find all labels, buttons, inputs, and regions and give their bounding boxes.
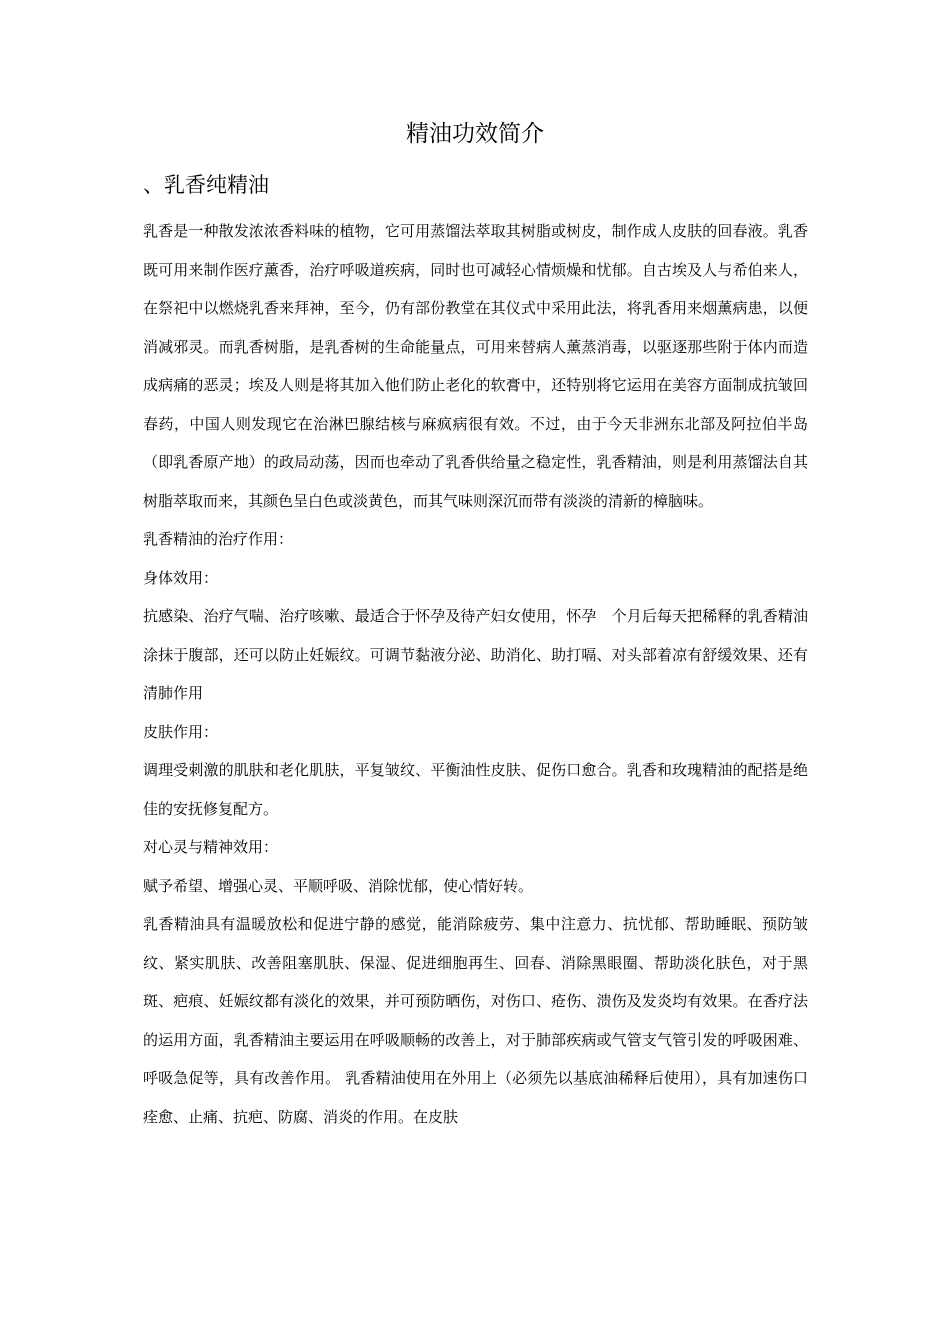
document-body <box>143 212 808 1136</box>
mind-effects-paragraph: 赋予希望、增强心灵、平顺呼吸、消除忧郁，使心情好转。 <box>143 876 534 895</box>
mind-effects-label: 对心灵与精神效用： <box>143 838 279 856</box>
body-effects-paragraph: 抗感染、治疗气喘、治疗咳嗽、最适合于怀孕及待产妇女使用，怀孕 个月后每天把稀释的乳香精油涂抹于腹部，还可以防止妊娠纹。可调节黏液分泌、助消化、助打嗝、对头部着凉有舒缓效果、还有清肺作用 <box>143 607 808 702</box>
skin-effects-paragraph: 调理受刺激的肌肤和老化肌肤，平复皱纹、平衡油性皮肤、促伤口愈合。乳香和玫瑰精油的配搭是绝佳的安抚修复配方。 <box>143 761 808 818</box>
page-title: 精油功效简介 <box>406 121 544 147</box>
body-effects-label: 身体效用： <box>143 568 219 587</box>
section-heading: 、乳香纯精油 <box>143 173 269 197</box>
intro-paragraph: 乳香是一种散发浓浓香料味的植物，它可用蒸馏法萃取其树脂或树皮，制作成人皮肤的回春液。乳香既可用来制作医疗薰香，治疗呼吸道疾病，同时也可减轻心情烦燥和忧郁。自古埃及人与希伯来人，在祭祀中以燃烧乳香来拜神，至今，仍有部份教堂在其仪式中采用此法，将乳香用来烟薰病患，以便消减邪灵。而乳香树脂，是乳香树的生命能量点，可用来替病人薰蒸消毒，以驱逐那些附于体内而造成病痛的恶灵；埃及人则是将其加入他们防止老化的软膏中，还特别将它运用在美容方面制成抗皱回春药，中国人则发现它在治淋巴腺结核与麻疯病很有效。不过，由于今天非洲东北部及阿拉伯半岛（即乳香原产地）的政局动荡，因而也牵动了乳香供给量之稳定性，乳香精油，则是利用蒸馏法自其树脂萃取而来，其颜色呈白色或淡黄色，而其气味则深沉而带有淡淡的清新的樟脑味。 <box>143 222 808 510</box>
therapeutic-label: 乳香精油的治疗作用： <box>143 530 294 548</box>
skin-effects-label: 皮肤作用： <box>143 722 219 741</box>
summary-paragraph: 乳香精油具有温暖放松和促进宁静的感觉，能消除疲劳、集中注意力、抗忧郁、帮助睡眠、预防皱纹、紧实肌肤、改善阻塞肌肤、保湿、促进细胞再生、回春、消除黑眼圈、帮助淡化肤色，对于黑斑、疤痕、妊娠纹都有淡化的效果，并可预防晒伤，对伤口、疮伤、溃伤及发炎均有效果。在香疗法的运用方面，乳香精油主要运用在呼吸顺畅的改善上，对于肺部疾病或气管支气管引发的呼吸困难、呼吸急促等，具有改善作用。 乳香精油使用在外用上（必须先以基底油稀释后使用），具有加速伤口痊愈、止痛、抗疤、防腐、消炎的作用。在皮肤 <box>143 915 808 1126</box>
